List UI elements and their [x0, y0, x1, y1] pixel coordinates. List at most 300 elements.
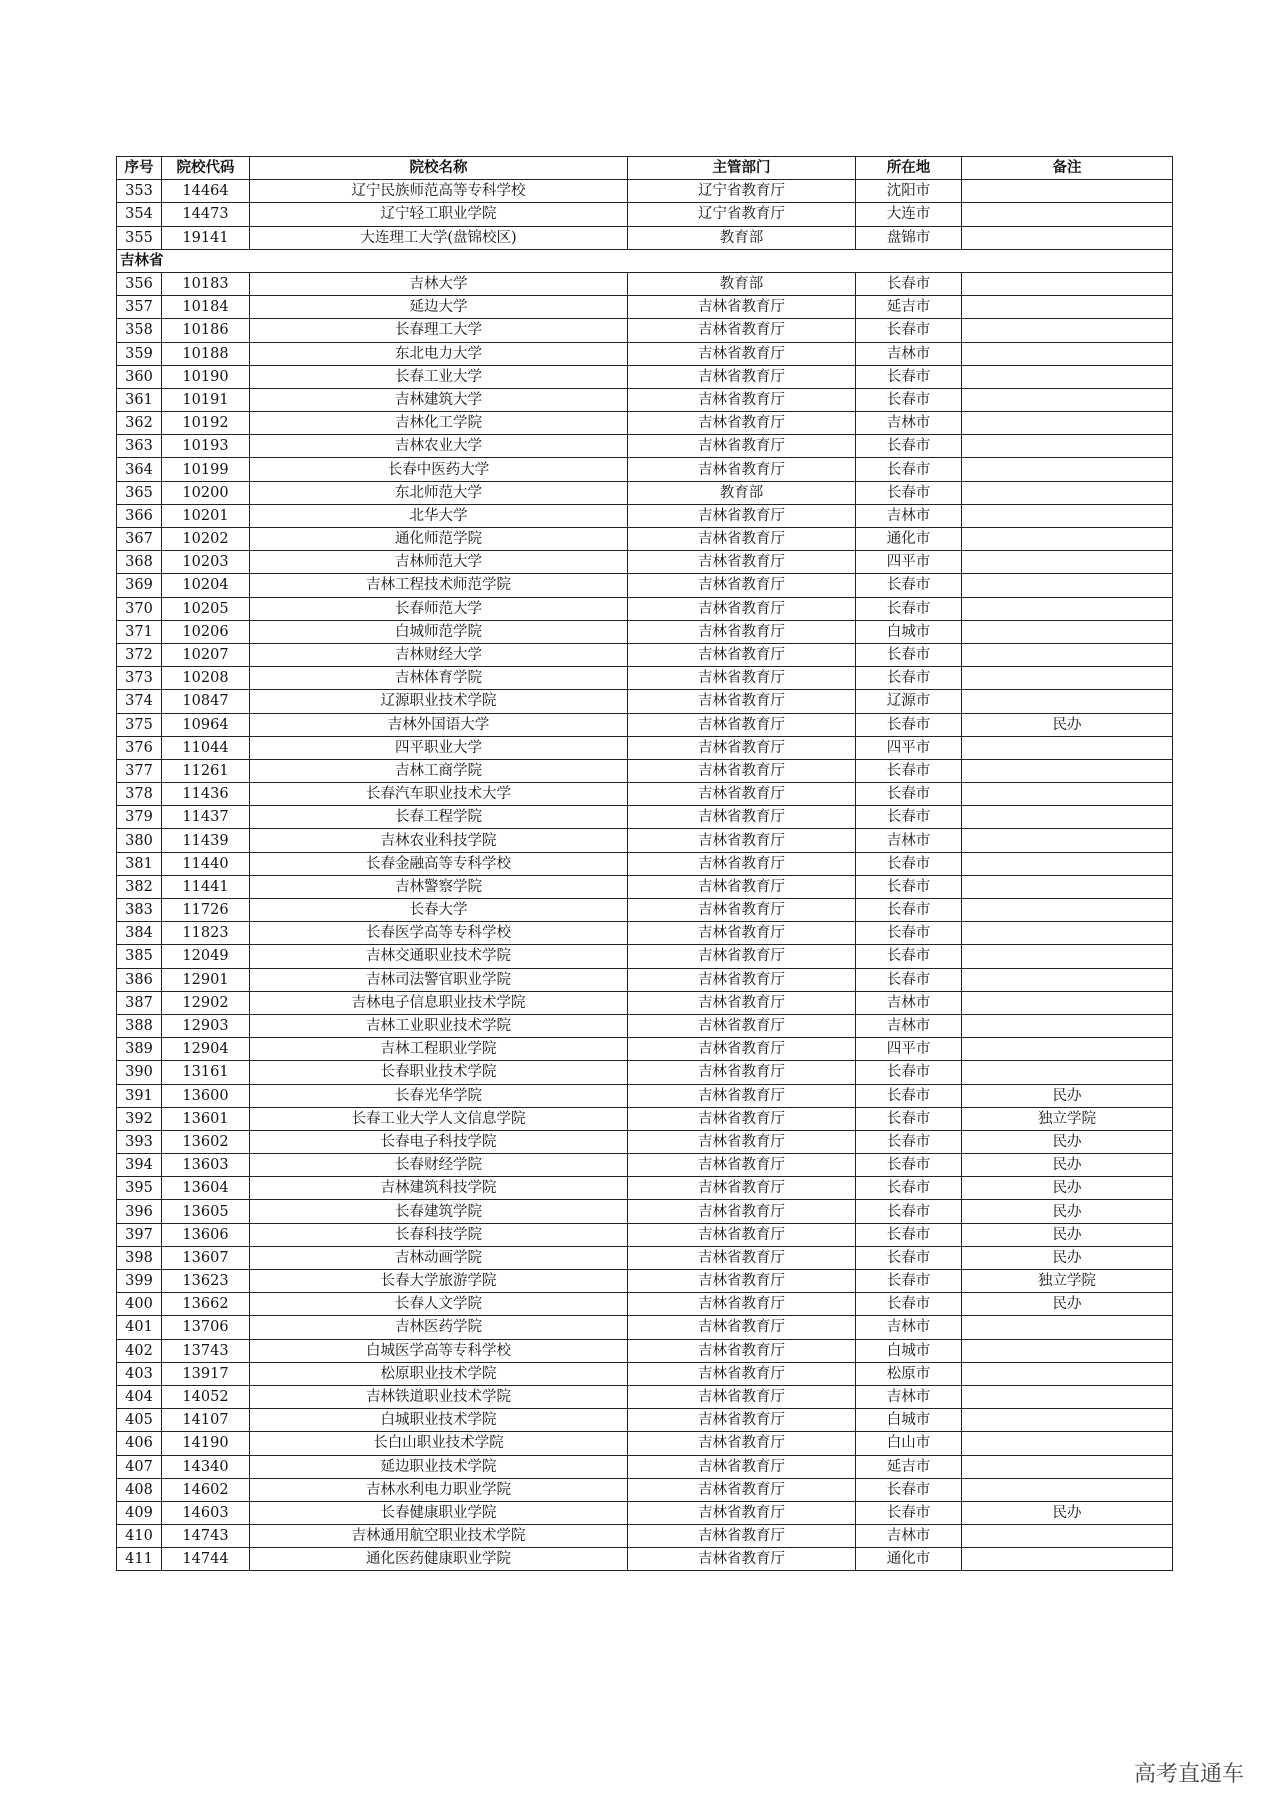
cell-code: 13604 [162, 1177, 250, 1200]
cell-note: 民办 [962, 1084, 1173, 1107]
cell-index: 381 [117, 852, 162, 875]
cell-index: 400 [117, 1293, 162, 1316]
cell-code: 10200 [162, 481, 250, 504]
cell-department: 吉林省教育厅 [628, 783, 856, 806]
cell-department: 吉林省教育厅 [628, 991, 856, 1014]
cell-code: 14107 [162, 1409, 250, 1432]
cell-code: 11439 [162, 829, 250, 852]
cell-code: 12901 [162, 968, 250, 991]
cell-department: 吉林省教育厅 [628, 1362, 856, 1385]
cell-index: 391 [117, 1084, 162, 1107]
cell-note [962, 759, 1173, 782]
cell-note [962, 945, 1173, 968]
cell-code: 10847 [162, 690, 250, 713]
cell-name: 吉林建筑大学 [250, 388, 628, 411]
cell-department: 吉林省教育厅 [628, 1107, 856, 1130]
cell-index: 360 [117, 365, 162, 388]
cell-name: 东北师范大学 [250, 481, 628, 504]
cell-index: 386 [117, 968, 162, 991]
cell-name: 长春工业大学 [250, 365, 628, 388]
cell-location: 长春市 [856, 1478, 962, 1501]
cell-note [962, 180, 1173, 203]
cell-index: 375 [117, 713, 162, 736]
cell-note [962, 852, 1173, 875]
cell-code: 12903 [162, 1014, 250, 1037]
cell-index: 388 [117, 1014, 162, 1037]
table-row [117, 783, 1173, 806]
cell-note [962, 643, 1173, 666]
cell-name: 长春师范大学 [250, 597, 628, 620]
cell-name: 吉林警察学院 [250, 875, 628, 898]
cell-location: 通化市 [856, 528, 962, 551]
cell-department: 吉林省教育厅 [628, 1200, 856, 1223]
cell-code: 13706 [162, 1316, 250, 1339]
table-row [117, 342, 1173, 365]
cell-location: 长春市 [856, 945, 962, 968]
cell-note [962, 1362, 1173, 1385]
cell-note [962, 690, 1173, 713]
cell-name: 吉林通用航空职业技术学院 [250, 1525, 628, 1548]
cell-index: 403 [117, 1362, 162, 1385]
cell-note [962, 203, 1173, 226]
cell-code: 10204 [162, 574, 250, 597]
cell-code: 10190 [162, 365, 250, 388]
cell-location: 吉林市 [856, 829, 962, 852]
cell-code: 10191 [162, 388, 250, 411]
cell-location: 长春市 [856, 481, 962, 504]
cell-code: 10208 [162, 667, 250, 690]
cell-note: 民办 [962, 1177, 1173, 1200]
table-row [117, 597, 1173, 620]
cell-code: 12049 [162, 945, 250, 968]
cell-note [962, 319, 1173, 342]
cell-location: 长春市 [856, 968, 962, 991]
cell-name: 长春光华学院 [250, 1084, 628, 1107]
cell-name: 吉林水利电力职业学院 [250, 1478, 628, 1501]
table-row [117, 1432, 1173, 1455]
cell-name: 长春人文学院 [250, 1293, 628, 1316]
table-row [117, 1154, 1173, 1177]
cell-location: 白城市 [856, 620, 962, 643]
cell-name: 吉林建筑科技学院 [250, 1177, 628, 1200]
cell-code: 14464 [162, 180, 250, 203]
col-header-note: 备注 [962, 157, 1173, 180]
table-row [117, 852, 1173, 875]
cell-name: 通化医药健康职业学院 [250, 1548, 628, 1571]
cell-department: 吉林省教育厅 [628, 1014, 856, 1037]
cell-index: 411 [117, 1548, 162, 1571]
cell-note [962, 1385, 1173, 1408]
cell-location: 吉林市 [856, 1316, 962, 1339]
cell-name: 吉林师范大学 [250, 551, 628, 574]
cell-location: 长春市 [856, 1130, 962, 1153]
cell-location: 长春市 [856, 319, 962, 342]
cell-department: 吉林省教育厅 [628, 736, 856, 759]
cell-note: 民办 [962, 1200, 1173, 1223]
cell-department: 吉林省教育厅 [628, 1339, 856, 1362]
cell-department: 吉林省教育厅 [628, 342, 856, 365]
table-row [117, 1316, 1173, 1339]
cell-code: 14743 [162, 1525, 250, 1548]
cell-index: 390 [117, 1061, 162, 1084]
cell-code: 13602 [162, 1130, 250, 1153]
table-row [117, 481, 1173, 504]
cell-location: 长春市 [856, 1200, 962, 1223]
cell-department: 吉林省教育厅 [628, 1038, 856, 1061]
cell-location: 长春市 [856, 806, 962, 829]
cell-department: 吉林省教育厅 [628, 1478, 856, 1501]
table-row [117, 528, 1173, 551]
cell-note [962, 620, 1173, 643]
table-row [117, 968, 1173, 991]
table-row [117, 1385, 1173, 1408]
cell-code: 13605 [162, 1200, 250, 1223]
cell-name: 长春金融高等专科学校 [250, 852, 628, 875]
cell-location: 吉林市 [856, 1014, 962, 1037]
cell-code: 10199 [162, 458, 250, 481]
table-row [117, 296, 1173, 319]
cell-location: 长春市 [856, 1223, 962, 1246]
province-row [117, 249, 1173, 272]
cell-location: 长春市 [856, 1270, 962, 1293]
table-row [117, 1223, 1173, 1246]
table-row [117, 1478, 1173, 1501]
cell-note [962, 1339, 1173, 1362]
cell-name: 北华大学 [250, 504, 628, 527]
cell-location: 吉林市 [856, 504, 962, 527]
cell-department: 吉林省教育厅 [628, 620, 856, 643]
cell-code: 13603 [162, 1154, 250, 1177]
cell-index: 356 [117, 272, 162, 295]
cell-department: 吉林省教育厅 [628, 922, 856, 945]
cell-index: 374 [117, 690, 162, 713]
cell-name: 吉林司法警官职业学院 [250, 968, 628, 991]
table-row [117, 319, 1173, 342]
table-row [117, 388, 1173, 411]
cell-name: 辽源职业技术学院 [250, 690, 628, 713]
cell-index: 371 [117, 620, 162, 643]
cell-department: 吉林省教育厅 [628, 1455, 856, 1478]
cell-department: 吉林省教育厅 [628, 1154, 856, 1177]
cell-index: 394 [117, 1154, 162, 1177]
cell-location: 白城市 [856, 1339, 962, 1362]
cell-code: 19141 [162, 226, 250, 249]
cell-code: 11823 [162, 922, 250, 945]
cell-department: 吉林省教育厅 [628, 759, 856, 782]
cell-index: 384 [117, 922, 162, 945]
cell-code: 14340 [162, 1455, 250, 1478]
cell-location: 长春市 [856, 1177, 962, 1200]
cell-note [962, 551, 1173, 574]
cell-name: 长春中医药大学 [250, 458, 628, 481]
cell-index: 370 [117, 597, 162, 620]
cell-code: 14190 [162, 1432, 250, 1455]
cell-code: 13917 [162, 1362, 250, 1385]
cell-index: 385 [117, 945, 162, 968]
cell-location: 吉林市 [856, 1525, 962, 1548]
cell-index: 378 [117, 783, 162, 806]
cell-name: 东北电力大学 [250, 342, 628, 365]
cell-location: 长春市 [856, 1246, 962, 1269]
table-body [117, 180, 1173, 1571]
col-header-index: 序号 [117, 157, 162, 180]
cell-index: 389 [117, 1038, 162, 1061]
cell-note [962, 991, 1173, 1014]
cell-code: 10184 [162, 296, 250, 319]
cell-index: 369 [117, 574, 162, 597]
cell-note [962, 365, 1173, 388]
cell-department: 吉林省教育厅 [628, 319, 856, 342]
cell-department: 吉林省教育厅 [628, 1432, 856, 1455]
cell-department: 吉林省教育厅 [628, 667, 856, 690]
cell-name: 吉林动画学院 [250, 1246, 628, 1269]
cell-name: 长春医学高等专科学校 [250, 922, 628, 945]
cell-code: 12902 [162, 991, 250, 1014]
cell-department: 辽宁省教育厅 [628, 180, 856, 203]
table-row [117, 1455, 1173, 1478]
cell-index: 409 [117, 1501, 162, 1524]
cell-location: 长春市 [856, 899, 962, 922]
cell-name: 长春科技学院 [250, 1223, 628, 1246]
cell-code: 10206 [162, 620, 250, 643]
table-row [117, 667, 1173, 690]
cell-name: 长春工程学院 [250, 806, 628, 829]
cell-index: 358 [117, 319, 162, 342]
cell-index: 376 [117, 736, 162, 759]
cell-index: 377 [117, 759, 162, 782]
table-row [117, 759, 1173, 782]
cell-location: 沈阳市 [856, 180, 962, 203]
cell-note [962, 829, 1173, 852]
cell-note [962, 783, 1173, 806]
cell-name: 吉林大学 [250, 272, 628, 295]
cell-code: 11440 [162, 852, 250, 875]
cell-location: 通化市 [856, 1548, 962, 1571]
table-row [117, 875, 1173, 898]
cell-name: 吉林电子信息职业技术学院 [250, 991, 628, 1014]
table-header-row [117, 157, 1173, 180]
col-header-department: 主管部门 [628, 157, 856, 180]
cell-index: 364 [117, 458, 162, 481]
table-row [117, 991, 1173, 1014]
cell-name: 长春电子科技学院 [250, 1130, 628, 1153]
cell-note [962, 296, 1173, 319]
cell-department: 吉林省教育厅 [628, 597, 856, 620]
cell-index: 372 [117, 643, 162, 666]
cell-code: 10201 [162, 504, 250, 527]
table-row [117, 1200, 1173, 1223]
cell-location: 长春市 [856, 1293, 962, 1316]
cell-department: 教育部 [628, 481, 856, 504]
cell-note [962, 922, 1173, 945]
col-header-location: 所在地 [856, 157, 962, 180]
cell-note [962, 1038, 1173, 1061]
table-row [117, 713, 1173, 736]
cell-index: 361 [117, 388, 162, 411]
cell-department: 吉林省教育厅 [628, 1385, 856, 1408]
cell-code: 14473 [162, 203, 250, 226]
cell-note [962, 1409, 1173, 1432]
table-row [117, 945, 1173, 968]
table-row [117, 1501, 1173, 1524]
cell-name: 长春工业大学人文信息学院 [250, 1107, 628, 1130]
cell-name: 吉林工程技术师范学院 [250, 574, 628, 597]
cell-note [962, 504, 1173, 527]
cell-name: 白城职业技术学院 [250, 1409, 628, 1432]
cell-note [962, 1061, 1173, 1084]
cell-name: 长春理工大学 [250, 319, 628, 342]
cell-location: 长春市 [856, 852, 962, 875]
cell-index: 353 [117, 180, 162, 203]
cell-location: 长春市 [856, 1501, 962, 1524]
cell-department: 吉林省教育厅 [628, 1223, 856, 1246]
cell-department: 吉林省教育厅 [628, 1177, 856, 1200]
cell-index: 410 [117, 1525, 162, 1548]
cell-note: 民办 [962, 1246, 1173, 1269]
cell-index: 382 [117, 875, 162, 898]
cell-code: 13600 [162, 1084, 250, 1107]
cell-department: 吉林省教育厅 [628, 806, 856, 829]
cell-note [962, 435, 1173, 458]
cell-note [962, 667, 1173, 690]
table-row [117, 1084, 1173, 1107]
cell-department: 吉林省教育厅 [628, 1061, 856, 1084]
cell-location: 长春市 [856, 783, 962, 806]
cell-index: 401 [117, 1316, 162, 1339]
cell-note [962, 481, 1173, 504]
cell-location: 长春市 [856, 1061, 962, 1084]
table-row [117, 1525, 1173, 1548]
cell-index: 387 [117, 991, 162, 1014]
cell-code: 14602 [162, 1478, 250, 1501]
table-row [117, 620, 1173, 643]
cell-index: 397 [117, 1223, 162, 1246]
cell-index: 408 [117, 1478, 162, 1501]
table-row [117, 458, 1173, 481]
table-row [117, 1177, 1173, 1200]
cell-name: 吉林体育学院 [250, 667, 628, 690]
cell-note: 民办 [962, 1293, 1173, 1316]
table-row [117, 1038, 1173, 1061]
cell-index: 359 [117, 342, 162, 365]
cell-name: 延边职业技术学院 [250, 1455, 628, 1478]
cell-note: 民办 [962, 1154, 1173, 1177]
cell-location: 长春市 [856, 1154, 962, 1177]
cell-code: 13623 [162, 1270, 250, 1293]
cell-index: 398 [117, 1246, 162, 1269]
cell-name: 长春建筑学院 [250, 1200, 628, 1223]
table-row [117, 365, 1173, 388]
table-row [117, 412, 1173, 435]
cell-department: 吉林省教育厅 [628, 1130, 856, 1153]
cell-code: 13662 [162, 1293, 250, 1316]
cell-code: 13161 [162, 1061, 250, 1084]
cell-name: 吉林财经大学 [250, 643, 628, 666]
cell-location: 长春市 [856, 597, 962, 620]
province-label: 吉林省 [117, 249, 1173, 272]
cell-note [962, 342, 1173, 365]
cell-code: 14744 [162, 1548, 250, 1571]
cell-code: 10205 [162, 597, 250, 620]
cell-department: 吉林省教育厅 [628, 829, 856, 852]
cell-department: 教育部 [628, 226, 856, 249]
cell-name: 吉林外国语大学 [250, 713, 628, 736]
cell-name: 通化师范学院 [250, 528, 628, 551]
cell-note [962, 597, 1173, 620]
table-row [117, 1293, 1173, 1316]
cell-name: 长春大学 [250, 899, 628, 922]
cell-note [962, 458, 1173, 481]
cell-note: 民办 [962, 1223, 1173, 1246]
cell-location: 辽源市 [856, 690, 962, 713]
cell-index: 354 [117, 203, 162, 226]
cell-department: 吉林省教育厅 [628, 875, 856, 898]
cell-name: 吉林工商学院 [250, 759, 628, 782]
cell-code: 11726 [162, 899, 250, 922]
table-row [117, 690, 1173, 713]
table-row [117, 806, 1173, 829]
cell-note [962, 806, 1173, 829]
table-row [117, 1107, 1173, 1130]
cell-index: 363 [117, 435, 162, 458]
cell-name: 吉林农业科技学院 [250, 829, 628, 852]
cell-location: 长春市 [856, 875, 962, 898]
cell-department: 吉林省教育厅 [628, 1409, 856, 1432]
cell-location: 长春市 [856, 667, 962, 690]
table-row [117, 272, 1173, 295]
cell-department: 吉林省教育厅 [628, 643, 856, 666]
cell-department: 吉林省教育厅 [628, 1316, 856, 1339]
cell-code: 13607 [162, 1246, 250, 1269]
cell-location: 长春市 [856, 643, 962, 666]
cell-name: 白城医学高等专科学校 [250, 1339, 628, 1362]
cell-index: 362 [117, 412, 162, 435]
cell-name: 辽宁轻工职业学院 [250, 203, 628, 226]
cell-index: 365 [117, 481, 162, 504]
cell-code: 10188 [162, 342, 250, 365]
cell-note [962, 574, 1173, 597]
cell-location: 长春市 [856, 458, 962, 481]
cell-department: 吉林省教育厅 [628, 528, 856, 551]
table-row [117, 899, 1173, 922]
cell-department: 吉林省教育厅 [628, 296, 856, 319]
table-row [117, 1409, 1173, 1432]
cell-location: 四平市 [856, 551, 962, 574]
table-row [117, 226, 1173, 249]
table-row [117, 1014, 1173, 1037]
cell-note [962, 875, 1173, 898]
table-row [117, 574, 1173, 597]
table-row [117, 1061, 1173, 1084]
cell-name: 长春财经学院 [250, 1154, 628, 1177]
cell-name: 吉林工程职业学院 [250, 1038, 628, 1061]
cell-code: 10183 [162, 272, 250, 295]
cell-department: 吉林省教育厅 [628, 504, 856, 527]
cell-name: 长春汽车职业技术大学 [250, 783, 628, 806]
table-row [117, 1270, 1173, 1293]
cell-location: 长春市 [856, 713, 962, 736]
cell-note [962, 1478, 1173, 1501]
cell-location: 长春市 [856, 759, 962, 782]
cell-department: 吉林省教育厅 [628, 968, 856, 991]
table-row [117, 829, 1173, 852]
cell-location: 长春市 [856, 1084, 962, 1107]
table-row [117, 736, 1173, 759]
cell-code: 14052 [162, 1385, 250, 1408]
cell-code: 11436 [162, 783, 250, 806]
cell-index: 392 [117, 1107, 162, 1130]
cell-index: 380 [117, 829, 162, 852]
